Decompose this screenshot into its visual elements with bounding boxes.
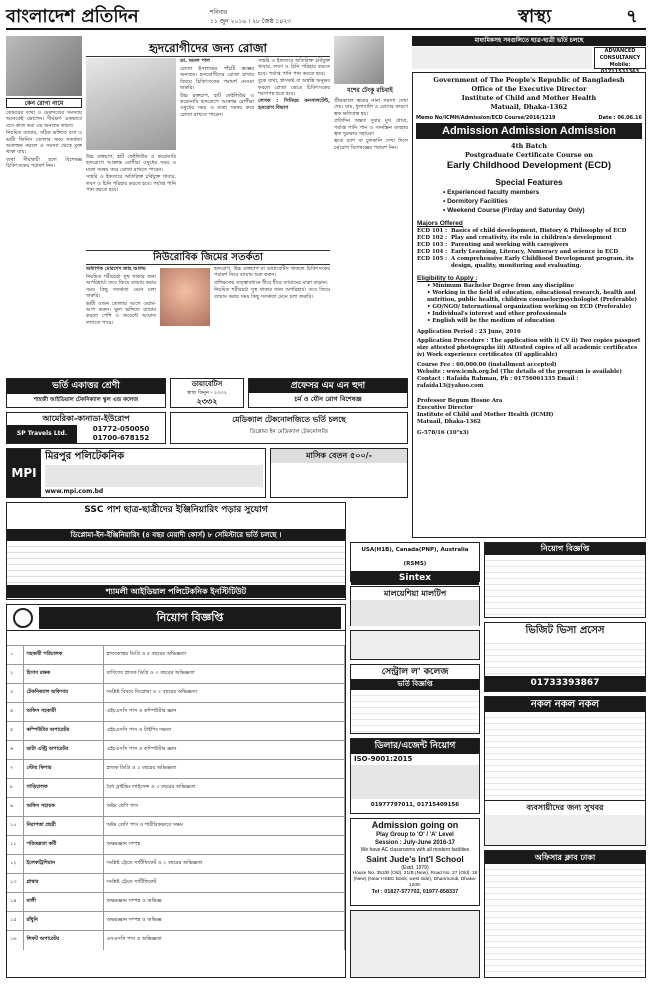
table-row bbox=[7, 874, 345, 893]
page-number: ৭ bbox=[626, 6, 638, 27]
row-qualification: সংশ্লিষ্ট বিষয়ে ডিপ্লোমা ও ২ বছরের অভিজ্ঞতা bbox=[103, 684, 345, 703]
govt-eligibility-item: • GO/NGO/ International organization working on ECD (Preferable) bbox=[427, 304, 632, 310]
row-number: ৬ bbox=[7, 741, 23, 760]
govt-signature bbox=[417, 398, 641, 437]
lead-byline: ডা. অমল পাল bbox=[180, 58, 210, 64]
row-post: টেকনিক্যাল অফিসার bbox=[23, 684, 103, 703]
row-number: ৪ bbox=[7, 703, 23, 722]
ad-dealer-iso: ISO-9001:2015 bbox=[354, 755, 413, 763]
govt-memo: Memo No/ICMH/Admission/ECD Course/2016/1219 bbox=[416, 115, 556, 121]
row-post: রাঁধুনি bbox=[23, 912, 103, 931]
ad-medical bbox=[170, 412, 408, 444]
ad-diabetes-title: ডায়াবেটিস bbox=[191, 380, 223, 388]
ad-ekattor-sub: শাহজী আইডিয়াল টেকনিক্যাল স্কুল এন্ড কলেজ bbox=[33, 397, 139, 403]
govt-eligibility-item: • Working in the field of education, educational research, health and nutrition, public health, children counselor/psychologist (Preferable) bbox=[427, 290, 637, 303]
row-post: লিফট অপারেটর bbox=[23, 931, 103, 950]
lead-paragraph: বুকে ব্যথা, শ্বাসকষ্ট বা অস্বস্তি অনুভব করলে রোজা ভেঙে চিকিৎসকের শরণাপন্ন হতে হবে। bbox=[258, 78, 330, 98]
row-post: গাড়িচালক bbox=[23, 779, 103, 798]
paper-name: বাংলাদেশ প্রতিদিন bbox=[6, 6, 139, 27]
row-number: ১৪ bbox=[7, 893, 23, 912]
row-qualification: এসএসসি পাস ও অভিজ্ঞতা bbox=[103, 931, 345, 950]
second-headline: নিউরোবিক জিমের সতর্কতা bbox=[86, 250, 330, 265]
row-qualification: অক্ষরজ্ঞান সম্পন্ন ও অভিজ্ঞ bbox=[103, 893, 345, 912]
ad-central-sub: ভর্তি বিজ্ঞপ্তি bbox=[351, 679, 479, 690]
govt-majors bbox=[417, 228, 641, 270]
table-row bbox=[7, 912, 345, 931]
row-number: ৮ bbox=[7, 779, 23, 798]
govt-notice bbox=[412, 72, 646, 538]
table-row bbox=[7, 646, 345, 665]
ad-sp-row bbox=[7, 425, 165, 443]
table-row bbox=[7, 684, 345, 703]
govt-eligibility bbox=[427, 283, 639, 325]
ad-professor-title: প্রফেসর এম এন হুদা bbox=[249, 379, 407, 393]
row-qualification: বৈধ ড্রাইভিং লাইসেন্স ও ৩ বছরের অভিজ্ঞতা bbox=[103, 779, 345, 798]
ad-saint-school: Saint Jude's Int'l School bbox=[366, 854, 464, 864]
row-number: ১ bbox=[7, 646, 23, 665]
table-row bbox=[7, 893, 345, 912]
lead-body-3 bbox=[86, 154, 176, 246]
niyog-table bbox=[7, 645, 345, 950]
govt-institute: Institute of Child and Mother Health bbox=[461, 94, 597, 102]
govt-fee: Course Fee : 60,000.00 (installment accepted) bbox=[417, 362, 557, 368]
ad-niyog-small-title: নিয়োগ বিজ্ঞপ্তি bbox=[485, 543, 645, 555]
ad-saint-l2: Session : July-June 2016-17 bbox=[374, 840, 456, 846]
sidebar-body bbox=[6, 110, 82, 372]
advanced-consultancy bbox=[594, 47, 646, 75]
govt-majors-title: Majors Offered bbox=[417, 220, 463, 227]
govt-feature: • Dormitory Facilities bbox=[443, 198, 508, 205]
row-post: অফিস সহায়ক bbox=[23, 798, 103, 817]
ad-saint-addr: House No. 352/B (Old), 21/B (New), Road No. 27 (Old), 16 (New) (Near HSBC Bank, west side), Dhanmondi, Dhaka-1209. bbox=[352, 871, 478, 888]
row-number: ১২ bbox=[7, 855, 23, 874]
ad-sintex: Sintex bbox=[351, 571, 479, 585]
row-qualification: বাণিজ্যে স্নাতক ডিগ্রি ও ৩ বছরের অভিজ্ঞতা bbox=[103, 665, 345, 684]
ad-ssc-title: SSC পাশ ছাত্র-ছাত্রীদের ইঞ্জিনিয়ারিং পড়ার সুযোগ bbox=[84, 505, 268, 515]
ad-nakal-sub: ব্যবসায়ীদের জন্য সুখবর bbox=[485, 800, 645, 815]
ad-visit-phone: 01733393867 bbox=[485, 676, 645, 691]
table-row bbox=[7, 722, 345, 741]
table-row bbox=[7, 836, 345, 855]
table-row bbox=[7, 760, 345, 779]
ad-central-title: সেন্ট্রাল ল' কলেজ bbox=[381, 667, 449, 677]
govt-memo-date: Date : 06.06.16 bbox=[598, 115, 642, 121]
ad-dealer bbox=[350, 738, 480, 814]
ad-niyog-small-details bbox=[485, 555, 645, 617]
table-row bbox=[7, 817, 345, 836]
ad-medical-sub: ডিপ্লোমা ইন মেডিক্যাল টেকনোলজি bbox=[249, 429, 329, 435]
govt-sign-inst: Institute of Child and Mother Health (ICMH) bbox=[417, 412, 554, 418]
ad-nakal bbox=[484, 696, 646, 846]
govt-major: ECD 102 : Play and creativity, its role in children's development bbox=[417, 235, 612, 241]
niyog-logo-icon bbox=[13, 608, 33, 628]
right-article-paragraph: প্রতিদিন অন্তত দুবার মুখ ধোয়া, পর্যাপ্ত পানি পান ও সানস্ক্রিন ব্যবহার ত্বক সুরক্ষায় সহায়ক। bbox=[334, 118, 408, 138]
ad-sp-phone: 01772-050050 bbox=[92, 425, 150, 433]
lead-headline: হৃদরোগীদের জন্য রোজা bbox=[86, 40, 330, 57]
govt-eligibility-item: • English will be the medium of education bbox=[427, 318, 555, 324]
row-number: ১১ bbox=[7, 836, 23, 855]
ad-ekattor-title: ভর্তি একাত্তর শ্রেণী bbox=[7, 379, 165, 394]
ad-central-law bbox=[350, 664, 480, 734]
ad-bottom-misc bbox=[350, 910, 480, 978]
row-number: ২ bbox=[7, 665, 23, 684]
row-post: অফিস সহকারী bbox=[23, 703, 103, 722]
table-row bbox=[7, 741, 345, 760]
row-number: ৫ bbox=[7, 722, 23, 741]
right-article-paragraph: গ্রীষ্মকালে ত্বকের নানা সমস্যা দেখা দেয়। ঘাম, ধুলাবালি ও রোদের কারণে ত্বক ক্ষতিগ্রস্ত হয়। bbox=[334, 98, 408, 117]
govt-features-title: Special Features bbox=[495, 177, 563, 187]
row-post: ডাটা এন্ট্রি অপারেটর bbox=[23, 741, 103, 760]
ad-shyamoli: শ্যামলী আইডিয়াল পলিটেকনিক ইনস্টিটিউট bbox=[7, 585, 345, 598]
govt-major: ECD 104 : Early Learning, Literacy, Numeracy and science in ECD bbox=[417, 249, 619, 255]
ad-ssc bbox=[6, 502, 346, 600]
ad-salary-details bbox=[271, 463, 407, 497]
ad-misc bbox=[350, 630, 480, 660]
govt-banner: মাধ্যমিকসহ সবগুলিতে ছাত্র-ছাত্রী ভর্তি চলছে bbox=[412, 36, 646, 46]
niyog-big-title: নিয়োগ বিজ্ঞপ্তি bbox=[39, 607, 341, 629]
second-body bbox=[86, 274, 156, 372]
row-qualification: এইচএসসি পাস ও কম্পিউটার জ্ঞান bbox=[103, 741, 345, 760]
second-paragraph: ভারী ওজন তোলার আগে ওয়ার্ম-আপ করুন। ভুল ভঙ্গিতে ব্যায়াম করলে পেশি ও জয়েন্টে আঘাত লাগতে পারে। bbox=[86, 300, 156, 326]
second-byline: অধ্যাপক মোরশেদ জাহ আলম bbox=[86, 266, 146, 272]
section-name: স্বাস্থ্য bbox=[518, 6, 552, 27]
govt-major: ECD 105 : A comprehensive Early Childhood Development program, its design, quality, monitoring and evaluating. bbox=[417, 256, 634, 269]
right-article-photo bbox=[334, 36, 384, 84]
row-qualification: স্নাতকোত্তর ডিগ্রি ও ৫ বছরের অভিজ্ঞতা bbox=[103, 646, 345, 665]
lead-author-note: লেখক : সিনিয়র কনসালটেন্ট, হৃদরোগ বিভাগ bbox=[258, 98, 330, 111]
masthead bbox=[6, 4, 646, 30]
row-post: প্লাম্বার bbox=[23, 874, 103, 893]
govt-website[interactable]: Website : www.icmh.org.bd (The details of the program is available) bbox=[417, 369, 622, 375]
govt-banner-details bbox=[412, 47, 592, 69]
ad-sp-travels bbox=[6, 412, 166, 444]
govt-contact: Contact : Rafaida Rahman, Ph : 01756061335 Email : rafaida13@yahoo.com bbox=[417, 376, 579, 389]
ad-visit-details bbox=[485, 638, 645, 676]
ad-mirpur-web[interactable]: www.mpi.com.bd bbox=[45, 488, 104, 495]
niyog-big-intro bbox=[7, 631, 345, 645]
advanced-phone: Mobile: 01711531363 bbox=[600, 62, 640, 75]
ad-saint-title: Admission going on bbox=[371, 820, 459, 830]
row-number: ১৫ bbox=[7, 912, 23, 931]
second-paragraph: হৃদরোগ, উচ্চ রক্তচাপ বা ডায়াবেটিস থাকলে চিকিৎসকের পরামর্শ নিয়ে ব্যায়াম শুরু করুন। bbox=[214, 266, 330, 279]
ad-saint-jude bbox=[350, 818, 480, 906]
ad-niyog-big bbox=[6, 604, 346, 978]
second-paragraph: নিয়মিত শরীরচর্চা সুস্থ থাকার জন্য অপরিহার্য। তবে জিমে ব্যায়াম করার সময় কিছু সতর্কতা মেনে চলা জরুরি। bbox=[214, 287, 330, 300]
ad-officers-details bbox=[485, 864, 645, 976]
govt-major: ECD 101 : Basics of child development, History & Philosophy of ECD bbox=[417, 228, 627, 234]
sidebar-paragraph: ব্যথা দীর্ঘস্থায়ী হলে বিশেষজ্ঞ চিকিৎসকের পরামর্শ নিন। bbox=[6, 156, 82, 170]
ad-malaysia-title: মালয়েশিয়া মালটিপ bbox=[383, 589, 447, 598]
table-row bbox=[7, 703, 345, 722]
row-qualification: স্নাতক ডিগ্রি ও ২ বছরের অভিজ্ঞতা bbox=[103, 760, 345, 779]
govt-address: Matuail, Dhaka-1362 bbox=[490, 103, 568, 111]
advanced-name: ADVANCED CONSULTANCY bbox=[599, 48, 641, 61]
ad-saint-l1: Play Group to 'O' / 'A' Level bbox=[376, 832, 454, 838]
ad-visit-visa bbox=[484, 622, 646, 692]
govt-sign-title: Executive Director bbox=[417, 405, 474, 411]
govt-eligibility-item: • Minimum Bachelor Degree from any discipline bbox=[427, 283, 575, 289]
ad-diabetes bbox=[170, 378, 244, 408]
row-qualification: অক্ষরজ্ঞান সম্পন্ন ও অভিজ্ঞ bbox=[103, 912, 345, 931]
ad-sp-name: SP Travels Ltd. bbox=[7, 425, 77, 443]
right-article-paragraph: ত্বকে র‌্যাশ বা চুলকানি দেখা দিলে চর্মরোগ বিশেষজ্ঞের পরামর্শ নিন। bbox=[334, 138, 408, 151]
row-post: স্টোর কিপার bbox=[23, 760, 103, 779]
ad-dealer-title: ডিলার/এজেন্ট নিয়োগ bbox=[351, 739, 479, 754]
row-number: ১৩ bbox=[7, 874, 23, 893]
govt-feature: • Experienced faculty members bbox=[443, 189, 540, 196]
ad-nakal-more bbox=[485, 815, 645, 845]
ad-malaysia-details bbox=[351, 600, 479, 626]
right-article-body bbox=[334, 98, 408, 378]
row-number: ৯ bbox=[7, 798, 23, 817]
govt-eligibility-title: Eligibility to Apply : bbox=[417, 275, 478, 282]
second-photo bbox=[160, 268, 210, 326]
row-number: ১৬ bbox=[7, 931, 23, 950]
ad-nakal-details bbox=[485, 712, 645, 800]
table-row bbox=[7, 931, 345, 950]
ad-malaysia bbox=[350, 586, 480, 626]
lead-body bbox=[180, 66, 254, 246]
ad-salary-title: মাসিক বেতন ৫০০/- bbox=[271, 449, 407, 463]
ad-salary bbox=[270, 448, 408, 498]
ad-usa-title: USA(H1B), Canada(PNP), Australia (RSMS) bbox=[361, 547, 469, 567]
ad-diabetes-phone: ২৩৩২ bbox=[196, 397, 218, 406]
row-qualification: সংশ্লিষ্ট ট্রেডে সার্টিফিকেট ও ২ বছরের অভিজ্ঞতা bbox=[103, 855, 345, 874]
ad-dealer-details bbox=[351, 765, 479, 799]
lead-body-2 bbox=[258, 58, 330, 246]
govt-office: Office of the Executive Director bbox=[471, 85, 587, 93]
ad-saint-tel: Tel : 01827-577702, 01977-858337 bbox=[371, 889, 459, 895]
niyog-big-header bbox=[7, 605, 345, 631]
ad-saint-l3: We have AC classrooms with all modern facilities bbox=[360, 847, 470, 853]
ad-ssc-note bbox=[7, 517, 345, 529]
table-row bbox=[7, 855, 345, 874]
row-post: কম্পিউটার অপারেটর bbox=[23, 722, 103, 741]
ad-mirpur-title: মিরপুর পলিটেকনিক bbox=[45, 451, 125, 462]
lead-photo bbox=[86, 58, 176, 150]
govt-application-block bbox=[417, 329, 641, 390]
lead-paragraph: রোজা ইসলামের পাঁচটি স্তম্ভের অন্যতম। হৃদরোগীদের রোজা রাখার বিষয়ে চিকিৎসকের পরামর্শ নেওয়া জরুরি। bbox=[180, 66, 254, 92]
ad-diabetes-sub: স্বাস্থ্য কিনুন - ২৩৩২ bbox=[187, 390, 227, 396]
ad-mirpur-logo: MPI bbox=[7, 449, 41, 497]
lead-paragraph: সাহরি ও ইফতারে অতিরিক্ত চর্বিযুক্ত খাবার, লবণ ও চিনি পরিহার করতে হবে। পর্যাপ্ত পানি পান করতে হবে। bbox=[258, 58, 330, 77]
ad-saint-estd: (Estd. 1979) bbox=[401, 865, 429, 871]
row-post: ইলেকট্রিশিয়ান bbox=[23, 855, 103, 874]
masthead-date: ১১ জুন ২০১৬ । ২৮ জৈষ্ঠ ১৪২৩ bbox=[210, 18, 292, 25]
ad-dealer-phone: 01977797011, 01715409156 bbox=[370, 802, 460, 808]
row-qualification: এইচএসসি পাস ও টাইপিং দক্ষতা bbox=[103, 722, 345, 741]
row-qualification: অষ্টম শ্রেণি পাস ও শারীরিকভাবে সক্ষম bbox=[103, 817, 345, 836]
ad-ekattor bbox=[6, 378, 166, 408]
sidebar-paragraph: নিয়মিত ব্যায়াম, সঠিক ভঙ্গিতে বসা ও ভারী জিনিস তোলার সময় সতর্কতা অবলম্বন করলে এ সমস্যা থেকে মুক্ত থাকা যায়। bbox=[6, 130, 82, 156]
govt-course: Early Childhood Development (ECD) bbox=[446, 160, 612, 171]
govt-procedure: Application Procedure : The application with i) CV ii) Two copies passport size attested photographs iii) Attested copies of all academic certificates iv) Work experience certificates (If applicable) bbox=[417, 338, 641, 358]
govt-batch: 4th Batch bbox=[511, 142, 547, 150]
ad-sp-phone: 01700-678152 bbox=[92, 434, 150, 442]
govt-feature: • Weekend Course (Firday and Saturday Only) bbox=[443, 207, 585, 214]
right-article-headline: মশের টেংকু রচিবাই bbox=[347, 87, 393, 94]
govt-gcode: G-578/16 (10"x3) bbox=[417, 430, 469, 436]
ad-mirpur-details bbox=[45, 465, 263, 487]
table-row bbox=[7, 798, 345, 817]
ad-sp-phones bbox=[77, 425, 165, 443]
second-paragraph: নিয়মিত শরীরচর্চা সুস্থ থাকার জন্য অপরিহার্য। তবে জিমে ব্যায়াম করার সময় কিছু সতর্কতা মেনে চলা জরুরি। bbox=[86, 274, 156, 300]
second-body-2 bbox=[214, 266, 330, 372]
ad-professor-sub: চর্ম ও যৌন রোগ বিশেষজ্ঞ bbox=[294, 395, 362, 403]
sidebar-paragraph: কোমরের ব্যথা ও মেরুদণ্ডের সমস্যায় অনেকেই ভোগেন। দীর্ঘক্ষণ একভাবে বসে কাজ করা এর অন্যতম কারণ। bbox=[6, 110, 82, 129]
govt-sign-name: Professor Begum Hosne Ara bbox=[417, 398, 503, 404]
lead-paragraph: সাহরি ও ইফতারে অতিরিক্ত চর্বিযুক্ত খাবার, লবণ ও চিনি পরিহার করতে হবে। পর্যাপ্ত পানি পান করতে হবে। bbox=[86, 174, 176, 194]
ad-professor bbox=[248, 378, 408, 408]
row-qualification: অক্ষরজ্ঞান সম্পন্ন bbox=[103, 836, 345, 855]
row-qualification: এইচএসসি পাস ও কম্পিউটার জ্ঞান bbox=[103, 703, 345, 722]
ad-officers-club bbox=[484, 850, 646, 978]
ad-officers-title: অফিসার ক্লাব ঢাকা bbox=[485, 851, 645, 864]
ad-ssc-details bbox=[7, 541, 345, 585]
govt-deadline: Application Period : 23 June, 2016 bbox=[417, 329, 521, 335]
govt-gov: Government of The People's Republic of Bangladesh bbox=[433, 76, 625, 84]
ad-sp-title: আমেরিকা-কানাডা-ইউরোপ bbox=[42, 414, 130, 423]
row-number: ৩ bbox=[7, 684, 23, 703]
ad-usa bbox=[350, 542, 480, 582]
govt-features bbox=[413, 188, 645, 215]
second-paragraph: প্রশিক্ষকের তত্ত্বাবধানে ধীরে ধীরে ব্যায়ামের মাত্রা বাড়ান। bbox=[214, 279, 328, 286]
ad-central-details bbox=[351, 690, 479, 732]
table-row bbox=[7, 665, 345, 684]
lead-paragraph: উচ্চ রক্তচাপ, হার্ট ফেইলিউর ও করোনারি হৃদরোগে আক্রান্ত রোগীরা ওষুধের সময় ও মাত্রা সমন্বয় করে রোজা রাখতে পারেন। bbox=[86, 154, 176, 173]
govt-memo-row bbox=[416, 115, 642, 121]
govt-course-line: Postgraduate Certificate Course on bbox=[464, 151, 594, 159]
govt-title: Admission Admission Admission bbox=[416, 123, 642, 139]
ad-mirpur bbox=[6, 448, 266, 498]
row-qualification: সংশ্লিষ্ট ট্রেডে সার্টিফিকেট bbox=[103, 874, 345, 893]
row-post: সহকারী পরিচালক bbox=[23, 646, 103, 665]
govt-eligibility-item: • Individual's interest and other professionals bbox=[427, 311, 567, 317]
row-post: পরিচ্ছন্নতা কর্মী bbox=[23, 836, 103, 855]
lead-paragraph: উচ্চ রক্তচাপ, হার্ট ফেইলিউর ও করোনারি হৃদরোগে আক্রান্ত রোগীরা ওষুধের সময় ও মাত্রা সমন্বয় করে রোজা রাখতে পারেন। bbox=[180, 92, 254, 118]
row-qualification: অষ্টম শ্রেণি পাস bbox=[103, 798, 345, 817]
sidebar-headline: কেন রোগা নামে bbox=[6, 98, 82, 108]
sidebar-photo bbox=[6, 36, 82, 96]
masthead-day: শনিবার bbox=[210, 9, 228, 16]
row-post: হিসাব রক্ষক bbox=[23, 665, 103, 684]
ad-visit-title: ভিজিট ভিসা প্রসেস bbox=[525, 625, 605, 636]
row-number: ৭ bbox=[7, 760, 23, 779]
ad-niyog-small bbox=[484, 542, 646, 618]
row-post: মালী bbox=[23, 893, 103, 912]
row-post: নিরাপত্তা প্রহরী bbox=[23, 817, 103, 836]
table-row bbox=[7, 779, 345, 798]
ad-nakal-title: নকল নকল নকল bbox=[485, 697, 645, 712]
govt-sign-addr: Matuail, Dhaka-1362 bbox=[417, 419, 481, 425]
ad-ssc-sub: ডিপ্লোমা-ইন-ইঞ্জিনিয়ারিং (৪ বছর মেয়াদী কোর্স) ৮ সেমিস্টারে ভর্তি চলছে । bbox=[7, 529, 345, 541]
govt-major: ECD 103 : Parenting and working with caregivers bbox=[417, 242, 569, 248]
ad-medical-title: মেডিক্যাল টেকনোলজিতে ভর্তি চলছে bbox=[232, 415, 346, 424]
row-number: ১০ bbox=[7, 817, 23, 836]
